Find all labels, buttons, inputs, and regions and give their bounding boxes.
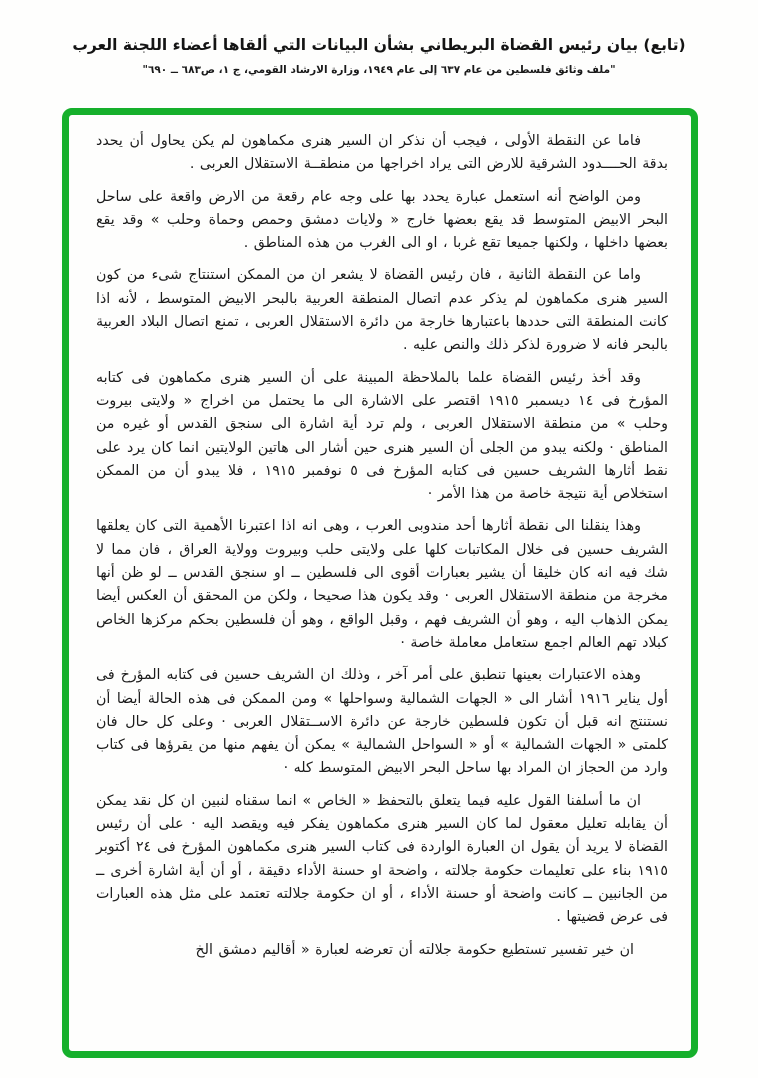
- paragraph-1: فاما عن النقطة الأولى ، فيجب أن نذكر ان السير هنرى مكماهون لم يكن يحاول أن يحدد بدقة الحــــدود الشرقية للارض التى يراد اخراجها من منطقــة الاستقلال العربى .: [96, 133, 668, 173]
- paragraph-6: وهذه الاعتبارات بعينها تنطبق على أمر آخر ، وذلك ان الشريف حسين فى كتابه المؤرخ فى أول يناير ١٩١٦ أشار الى « الجهات الشمالية وسواحلها » ومن الممكن فى هذه الحالة أيضا أن نستنتج انه قبل أن تكون فلسطين خارجة عن دائرة الاســتقلال العربى · وعلى كل حال فان كلمتى « الجهات الشمالية » أو « السواحل الشمالية » يمكن أن يفهم منها من يقرؤها فى كتاب وارد من الحجاز ان المراد بها ساحل البحر الابيض المتوسط كله ·: [96, 667, 668, 777]
- document-header: [0, 34, 758, 78]
- paragraph-4: وقد أخذ رئيس القضاة علما بالملاحظة المبينة على أن السير هنرى مكماهون فى كتابه المؤرخ فى ١٤ ديسمبر ١٩١٥ اقتصر على الاشارة الى ما يحتمل من اخراج « ولايتى بيروت وحلب » من منطقة الاستقلال العربى ، ولم ترد أية اشارة الى سنجق القدس أو غيره من المناطق · ولكنه يبدو من الجلى أن السير هنرى حين أشار الى هاتين الولايتين انما كان يرد على نقط أثارها الشريف حسين فى كتابه المؤرخ فى ٥ نوفمبر ١٩١٥ ، فلا يبدو أن من الممكن استخلاص أية نتيجة خاصة من هذا الأمر ·: [96, 369, 668, 503]
- paragraph-3: واما عن النقطة الثانية ، فان رئيس القضاة لا يشعر ان من الممكن استنتاج شىء من كون السير هنرى مكماهون لم يذكر عدم اتصال المنطقة العربية بالبحر الابيض المتوسط ، لأنه اذا كانت المنطقة التى حددها باعتبارها خارجة من دائرة الاستقلال العربى ، تمنع اتصال البلاد العربية بالبحر فانه لا ضرورة لذكر ذلك والنص عليه .: [96, 267, 668, 354]
- page-title: (تابع) بيان رئيس القضاة البريطاني بشأن البيانات التي ألقاها أعضاء اللجنة العرب: [72, 36, 686, 54]
- highlight-frame: [62, 108, 698, 1058]
- paragraph-7: ان ما أسلفنا القول عليه فيما يتعلق بالتحفظ « الخاص » انما سقناه لنبين ان كل نقد يمكن أن يقابله تعليل معقول لما كان السير هنرى مكماهون يفكر فيه ويقصد اليه · على أن رئيس القضاة لا يريد أن يقول ان العبارة الواردة فى كتاب السير هنرى مكماهون المؤرخ فى ٢٤ أكتوبر ١٩١٥ بناء على تعليمات حكومة جلالته ، واضحة او حسنة الأداء دقيقة ، أو أن أية اشارة أخرى ــ من الجانبين ــ كانت واضحة أو حسنة الأداء ، أو ان حكومة جلالته تعتمد على مثل هذه العبارات فى عرض قضيتها .: [96, 792, 668, 926]
- source-citation: "ملف وثائق فلسطين من عام ٦٣٧ إلى عام ١٩٤٩، وزارة الارشاد القومي، ج ١، ص٦٨٣ ــ ٦٩٠": [142, 64, 616, 76]
- paragraph-partial: ان خير تفسير تستطيع حكومة جلالته أن تعرضه لعبارة « أقاليم دمشق الخ: [195, 941, 634, 958]
- paragraph-2: ومن الواضح أنه استعمل عبارة يحدد بها على وجه عام رقعة من الارض واقعة على ساحل البحر الابيض المتوسط قد يقع بعضها خارج « ولايات دمشق وحمص وحماة وحلب » وقد يقع بعضها داخلها ، ولكنها جميعا تقع غربا ، او الى الغرب من هذه المناطق .: [96, 188, 668, 252]
- paragraph-5: وهذا ينقلنا الى نقطة أثارها أحد مندوبى العرب ، وهى انه اذا اعتبرنا الأهمية التى كان يعلقها الشريف حسين فى خلال المكاتبات كلها على ولايتى حلب وبيروت وولاية العراق ، فان مما لا شك فيه انه كان خليقا أن يشير بعبارات أقوى الى فلسطين ــ او سنجق القدس ــ لو ظن أنها مخرجة من منطقة الاستقلال العربى · وقد يكون هذا صحيحا ، ولكن من المحقق أن العكس أيضا يمكن الذهاب اليه ، وهو أن الشريف فهم ، وقبل الواقع ، وهو أن فلسطين بحكم مركزها الخاص كبلاد تهم العالم اجمع ستعامل معاملة خاصة ·: [96, 518, 668, 651]
- document-body: [69, 115, 691, 1051]
